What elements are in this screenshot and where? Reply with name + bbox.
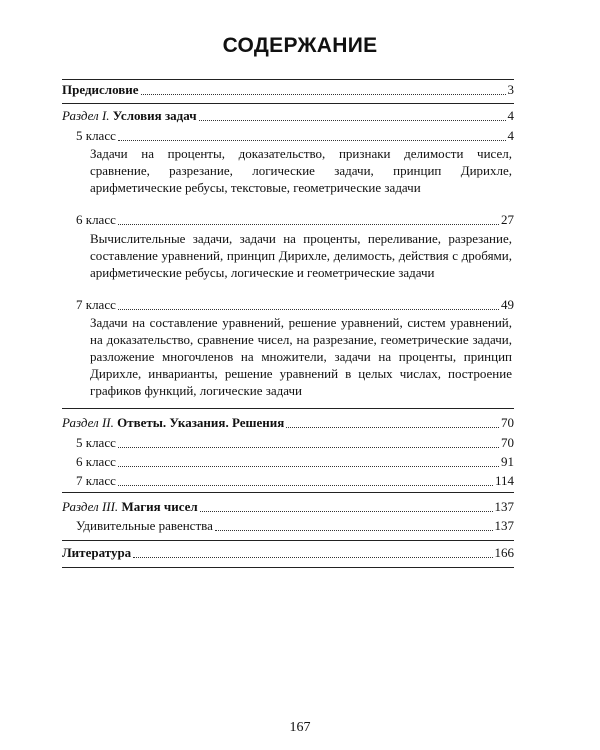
toc-page-number: 70: [501, 435, 514, 450]
divider-bottom: [62, 567, 514, 568]
leader-dots: [141, 93, 506, 95]
toc-entry-label: Предисловие: [62, 82, 139, 97]
toc-entry-s2-grade-6[interactable]: [76, 454, 514, 470]
page-title: СОДЕРЖАНИЕ: [222, 34, 378, 57]
toc-entry-label: Удивительные равенства: [76, 518, 213, 533]
toc-entry-label: [62, 499, 198, 515]
leader-dots: [118, 139, 506, 141]
toc-page-number: 137: [494, 499, 514, 514]
toc-entry-s2-grade-7[interactable]: [76, 473, 514, 489]
section-title: Магия чисел: [121, 499, 198, 514]
section-prefix: Раздел II.: [62, 415, 114, 430]
leader-dots: [118, 446, 499, 448]
leader-dots: [286, 426, 499, 428]
toc-page-number: 70: [501, 415, 514, 430]
toc-entry-label: 5 класс: [76, 435, 116, 450]
toc-entry-label: 6 класс: [76, 454, 116, 469]
toc-entry-section-3[interactable]: [62, 499, 514, 515]
toc-entry-s1-grade-6[interactable]: [76, 212, 514, 228]
toc-entry-section-1[interactable]: [62, 108, 514, 124]
section-prefix: Раздел III.: [62, 499, 119, 514]
toc-entry-s1-grade-5[interactable]: [76, 128, 514, 144]
leader-dots: [199, 119, 506, 121]
leader-dots: [215, 529, 493, 531]
toc-page-number: 4: [507, 128, 514, 143]
toc-entry-label: 5 класс: [76, 128, 116, 143]
divider: [62, 540, 514, 541]
toc-entry-label: [62, 108, 197, 124]
toc-entry-s1-grade-7[interactable]: [76, 297, 514, 313]
toc-entry-label: 7 класс: [76, 297, 116, 312]
section-title: Ответы. Указания. Решения: [117, 415, 285, 430]
toc-entry-description: Вычислительные задачи, задачи на проценты, переливание, разрезание, составление уравнений, принцип Дирихле, делимость, действия с дробями, арифметические ребусы, логические и геометрические задачи: [90, 231, 512, 280]
toc-page-number: 114: [494, 473, 514, 488]
toc-entry-label: [62, 415, 284, 431]
toc-entry-label: 6 класс: [76, 212, 116, 227]
divider: [62, 103, 514, 104]
toc-page-number: 49: [501, 297, 514, 312]
leader-dots: [118, 484, 493, 486]
toc-entry-preface[interactable]: [62, 82, 514, 98]
toc-page-number: 91: [501, 454, 514, 469]
toc-entry-description: Задачи на проценты, доказательство, признаки делимости чисел, сравнение, разрезание, логические задачи, принцип Дирихле, арифметические ребусы, текстовые, геометрические задачи: [90, 146, 512, 195]
toc-entry-s2-grade-5[interactable]: [76, 435, 514, 451]
leader-dots: [118, 223, 499, 225]
toc-entry-description: Задачи на составление уравнений, решение уравнений, систем уравнений, на доказательство, сравнение чисел, на разрезание, геометрические задачи, разложение многочленов на множители, задачи на проценты, принцип Дирихле, инварианты, решение уравнений в целых числах, построение графиков функций, логические задачи: [90, 315, 512, 398]
toc-page-number: 166: [494, 545, 514, 560]
divider: [62, 492, 514, 493]
leader-dots: [133, 556, 492, 558]
section-prefix: Раздел I.: [62, 108, 110, 123]
divider: [62, 408, 514, 409]
toc-entry-label: 7 класс: [76, 473, 116, 488]
toc-page-number: 137: [494, 518, 514, 533]
leader-dots: [200, 510, 493, 512]
toc-page-number: 27: [501, 212, 514, 227]
divider-top: [62, 79, 514, 80]
toc-entry-s3-item[interactable]: [76, 518, 514, 534]
toc-entry-literature[interactable]: [62, 545, 514, 561]
page-number: 167: [289, 720, 311, 735]
toc-page-number: 3: [507, 82, 514, 97]
section-title: Условия задач: [112, 108, 197, 123]
leader-dots: [118, 465, 499, 467]
toc-entry-label: Литература: [62, 545, 132, 560]
toc-entry-section-2[interactable]: [62, 415, 514, 431]
toc-page-number: 4: [507, 108, 514, 123]
leader-dots: [118, 308, 499, 310]
